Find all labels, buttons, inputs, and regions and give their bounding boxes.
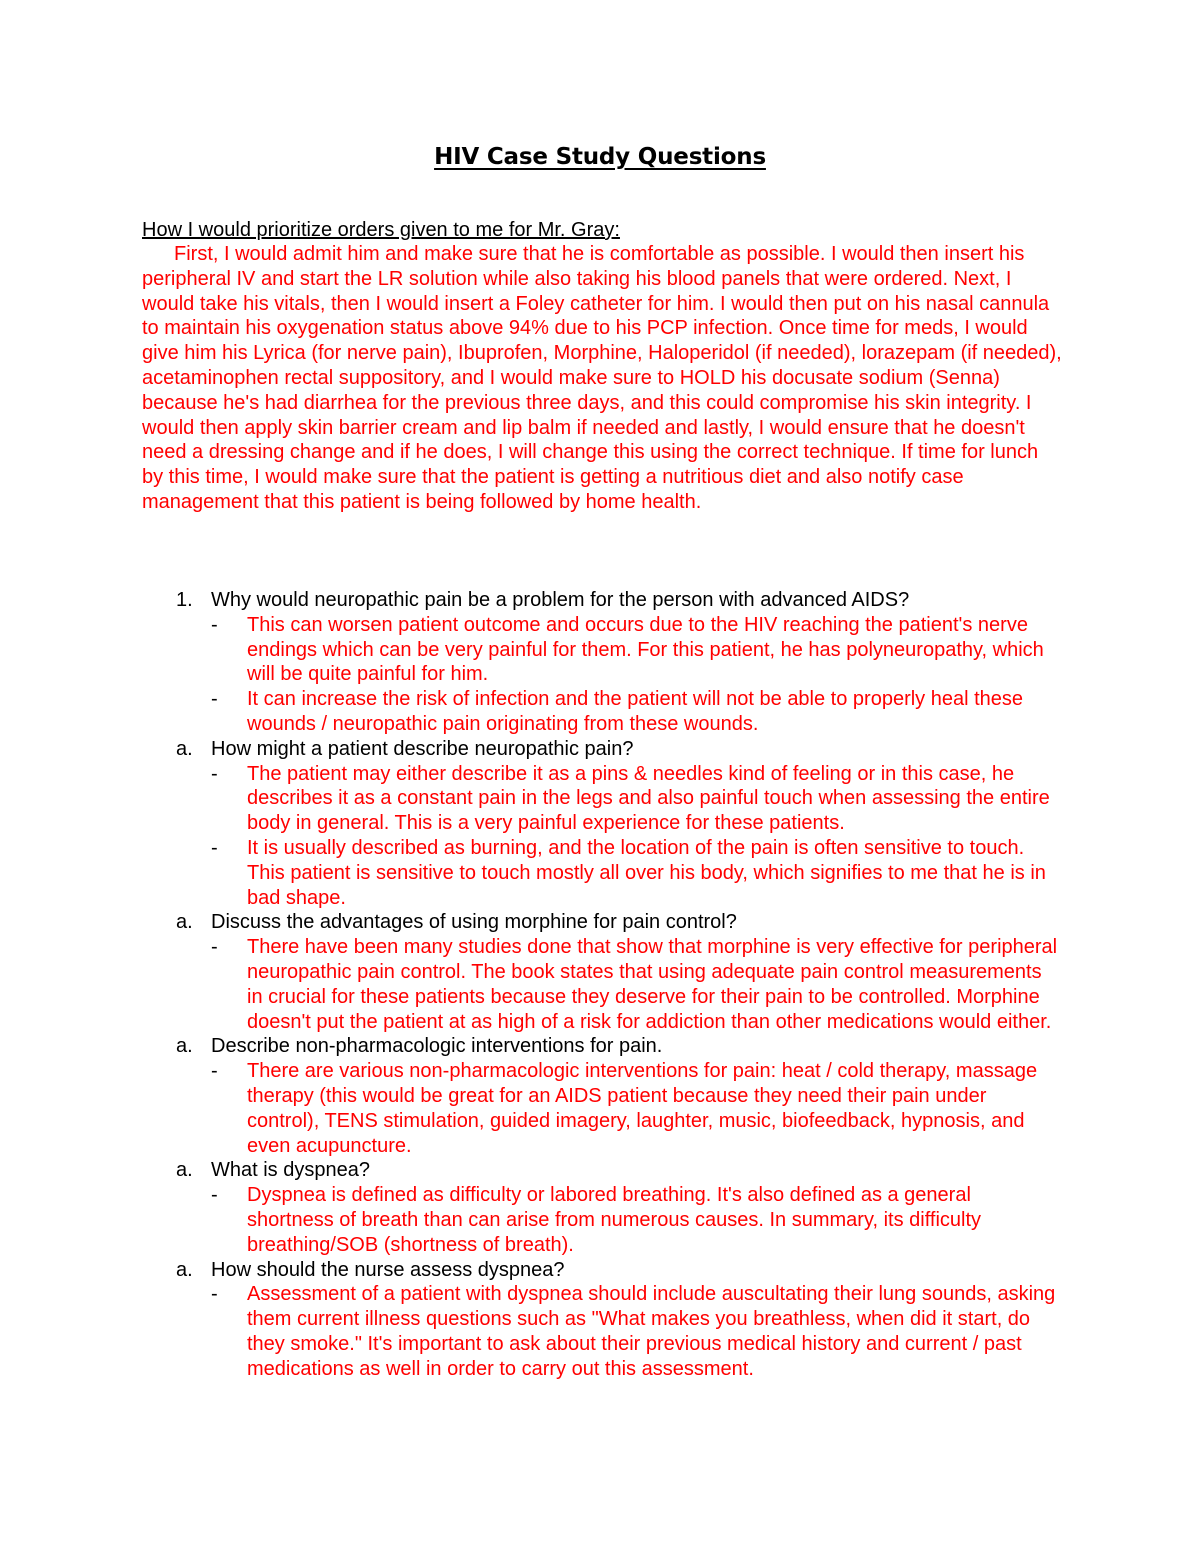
answer-item (0, 613, 1200, 687)
answer-line: asking them current illness questions such as "What makes you breathless, when did (247, 1283, 1056, 1331)
answer-dash: - (211, 613, 218, 636)
question-item (0, 910, 1200, 935)
answer-dash: - (211, 688, 218, 711)
intro-line: insert his peripheral IV and start the LR solution while also taking his blood panels that were (142, 243, 1025, 290)
answer-line: shortness of breath than can arise from numerous causes. In summary, its difficulty (247, 1208, 982, 1231)
answer-line: It is usually described as burning, and the location of the pain is often sensitive to (247, 836, 965, 859)
answer-line: There have been many studies done that show that morphine is very effective for (247, 936, 963, 959)
answer-text (247, 935, 1062, 1034)
answer-dash: - (211, 836, 218, 859)
answer-line: massage therapy (this would be great for an AIDS patient because they need their (247, 1060, 1038, 1107)
intro-heading: How I would prioritize orders given to me for Mr. Gray: (142, 219, 620, 241)
question-marker: a. (176, 1159, 193, 1182)
answer-text (247, 836, 1062, 910)
intro-line: First, I would admit him and make sure that he is comfortable as possible. I would then (174, 243, 939, 265)
answer-line: nerve endings which can be very painful for them. For this patient, he has (247, 613, 1028, 661)
intro-line: infection. Once time for meds, I would give him his Lyrica (for nerve pain), Ibuprofen, Morphine, (142, 317, 1028, 365)
answer-line: Assessment of a patient with dyspnea should include auscultating their lung sounds, (247, 1283, 992, 1306)
answer-line: pain under control), TENS stimulation, guided imagery, laughter, music, biofeedback, (247, 1084, 987, 1132)
intro-line: and lip balm if needed and lastly, I would ensure that he doesn't need a dressing change and if (142, 416, 1025, 464)
intro-paragraph (142, 242, 1062, 515)
answer-line: This can worsen patient outcome and occurs due to the HIV reaching the patient's (247, 613, 973, 636)
answer-line: the entire body in general. This is a very painful experience for these patients. (247, 787, 1050, 835)
question-item (0, 1158, 1200, 1183)
answer-item (0, 935, 1200, 1034)
answer-line: it start, do they smoke." It's important to ask about their previous medical history and (247, 1308, 1031, 1355)
answer-line: he describes it as a constant pain in the legs and also painful touch when assessing (247, 762, 1015, 810)
answer-text (247, 1059, 1062, 1158)
question-text: Why would neuropathic pain be a problem for the person with advanced AIDS? (211, 589, 910, 611)
question-marker: a. (176, 1258, 193, 1281)
intro-line: make sure that the patient is getting a nutritious diet and also notify case management that this (142, 466, 964, 513)
intro-line: ordered. Next, I would take his vitals, then I would insert a Foley catheter for him. I would then (142, 267, 1012, 315)
answer-line: controlled. Morphine doesn't put the patient at as high of a risk for addiction than (247, 985, 1040, 1033)
question-text: How might a patient describe neuropathic pain? (211, 737, 634, 760)
answer-line: other medications would either. (775, 1010, 1052, 1033)
question-item (0, 588, 1200, 613)
question-text: Describe non-pharmacologic interventions for pain. (211, 1035, 663, 1058)
question-text: What is dyspnea? (211, 1159, 370, 1182)
question-marker: a. (176, 911, 193, 934)
question-list (0, 588, 1200, 1382)
answer-text (247, 762, 1062, 836)
question-marker: a. (176, 737, 193, 760)
answer-line: polyneuropathy, which will be quite painful for him. (247, 638, 1044, 686)
document-title: HIV Case Study Questions (434, 144, 766, 170)
intro-line: he does, I will change this using the correct technique. If time for lunch by this time, I would (142, 441, 1039, 489)
answer-text (247, 687, 1062, 737)
answer-line: hypnosis, and even acupuncture. (247, 1109, 1025, 1157)
answer-line: Dyspnea is defined as difficulty or labored breathing. It's also defined as a general (247, 1184, 971, 1207)
intro-line: Haloperidol (if needed), lorazepam (if needed), acetaminophen rectal suppository, and I would (142, 342, 1062, 389)
question-marker: 1. (176, 589, 193, 611)
intro-line: three days, and this could compromise his skin integrity. I would then apply skin barrier cream (142, 391, 1032, 439)
answer-item (0, 1282, 1200, 1381)
answer-line: The patient may either describe it as a pins & needles kind of feeling or in this case, (247, 762, 987, 785)
answer-text (247, 1183, 1062, 1257)
answer-line: touch. This patient is sensitive to touch mostly all over his body, which signifies to me (247, 836, 1025, 884)
intro-line: make sure to HOLD his docusate sodium (Senna) because he's had diarrhea for the previous (142, 366, 1000, 414)
answer-text (247, 613, 1062, 687)
question-item (0, 737, 1200, 762)
answer-dash: - (211, 762, 218, 785)
answer-line: peripheral neuropathic pain control. The book states that using adequate pain control (247, 936, 1058, 983)
question-text: Discuss the advantages of using morphine for pain control? (211, 911, 737, 934)
question-marker: a. (176, 1035, 193, 1058)
answer-item (0, 836, 1200, 910)
answer-text (247, 1282, 1062, 1381)
answer-dash: - (211, 936, 218, 959)
intro-line: patient is being followed by home health. (339, 490, 702, 513)
answer-item (0, 762, 1200, 836)
answer-dash: - (211, 1060, 218, 1083)
answer-item (0, 1059, 1200, 1158)
answer-line: that he is in bad shape. (247, 861, 1046, 909)
intro-line: put on his nasal cannula to maintain his oxygenation status above 94% due to his PCP (142, 292, 1050, 340)
answer-item (0, 1183, 1200, 1257)
answer-line: current / past medications as well in order to carry out this assessment. (247, 1332, 1022, 1380)
answer-dash: - (211, 1283, 218, 1306)
answer-line: There are various non-pharmacologic interventions for pain: heat / cold therapy, (247, 1060, 951, 1083)
question-item (0, 1258, 1200, 1283)
question-item (0, 1034, 1200, 1059)
question-text: How should the nurse assess dyspnea? (211, 1258, 565, 1281)
answer-line: measurements in crucial for these patients because they deserve for their pain to be (247, 960, 1042, 1008)
answer-line: breathing/SOB (shortness of breath). (247, 1233, 574, 1256)
answer-line: It can increase the risk of infection and the patient will not be able to properly heal (247, 688, 969, 711)
answer-item (0, 687, 1200, 737)
answer-line: these wounds / neuropathic pain originating from these wounds. (247, 688, 1024, 735)
answer-dash: - (211, 1184, 218, 1207)
